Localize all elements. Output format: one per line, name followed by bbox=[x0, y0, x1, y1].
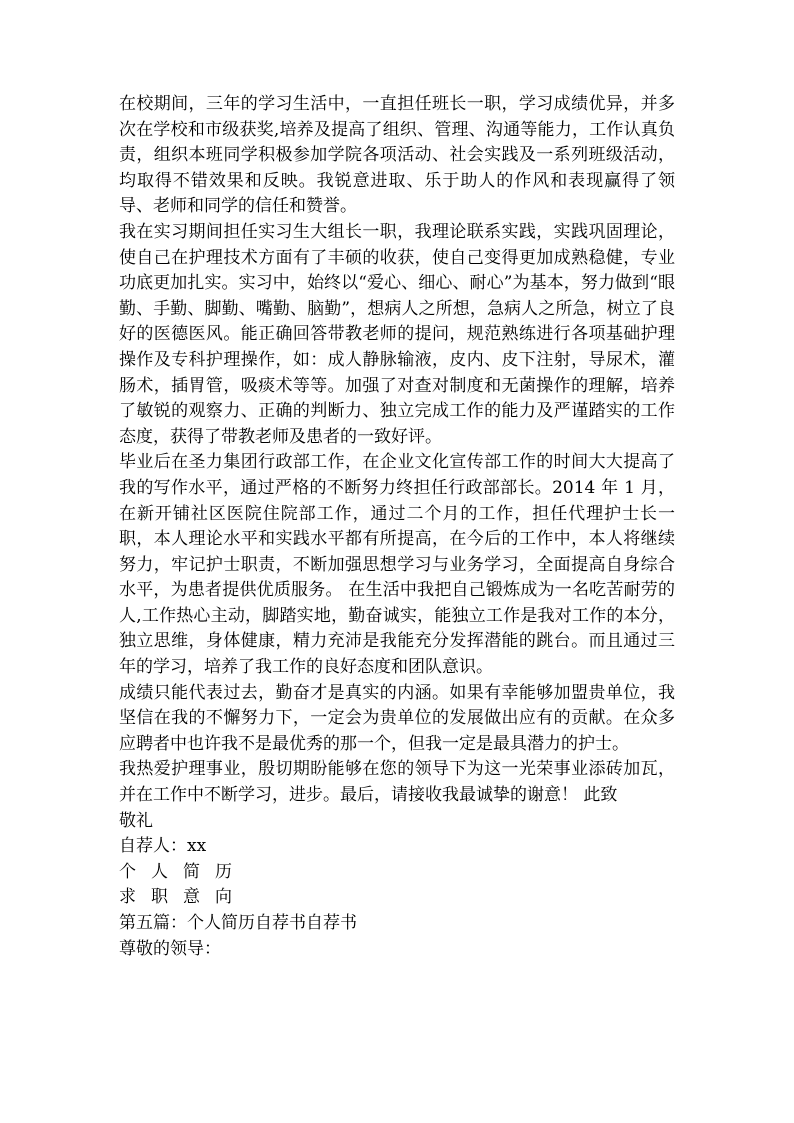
section-title: 第五篇：个人简历自荐书自荐书 bbox=[119, 913, 357, 933]
paragraph-closing-wish: 我热爱护理事业，殷切期盼能够在您的领导下为这一光荣事业添砖加瓦，并在工作中不断学习，进步。最后，请接收我最诚挚的谢意！ 此致 bbox=[119, 759, 675, 806]
paragraph-internship: 我在实习期间担任实习生大组长一职，我理论联系实践，实践巩固理论，使自己在护理技术方面有了丰硕的收获，使自己变得更加成熟稳健，专业功底更加扎实。实习中，始终以“爱心、细心、耐心”为基本，努力做到“眼勤、手勤、脚勤、嘴勤、脑勤”，想病人之所想，急病人之所急，树立了良好的医德医风。能正确回答带教老师的提问，规范熟练进行各项基础护理操作及专科护理操作，如：成人静脉输液，皮内、皮下注射，导尿术，灌肠术，插胃管，吸痰术等等。加强了对查对制度和无菌操作的理解，培养了敏锐的观察力、正确的判断力、独立完成工作的能力及严谨踏实的工作态度，获得了带教老师及患者的一致好评。 bbox=[119, 221, 675, 447]
paragraph-work: 毕业后在圣力集团行政部工作，在企业文化宣传部工作的时间大大提高了我的写作水平，通过严格的不断努力终担任行政部部长。2014 年 1 月，在新开铺社区医院住院部工作，通过二个月的工作，担任代理护士长一职，本人理论水平和实践水平都有所提高，在今后的工作中，本人将继续努力，牢记护士职责，不断加强思想学习与业务学习，全面提高自身综合水平，为患者提供优质服务。 在生活中我把自己锻炼成为一名吃苦耐劳的人,工作热心主动，脚踏实地，勤奋诚实，能独立工作是我对工作的本分，独立思维，身体健康，精力充沛是我能充分发挥潜能的跳台。而且通过三年的学习，培养了我工作的良好态度和团队意识。 bbox=[119, 452, 675, 678]
signature: 自荐人：xx bbox=[119, 836, 207, 857]
paragraph-school: 在校期间，三年的学习生活中，一直担任班长一职，学习成绩优异，并多次在学校和市级获奖,培养及提高了组织、管理、沟通等能力，工作认真负责，组织本班同学积极参加学院各项活动、社会实践及一系列班级活动，均取得不错效果和反映。我锐意进取、乐于助人的作风和表现赢得了领导、老师和同学的信任和赞誉。 bbox=[119, 94, 675, 217]
salutation: 尊敬的领导： bbox=[119, 938, 221, 959]
document-page bbox=[119, 92, 675, 962]
closing-salute: 敬礼 bbox=[119, 810, 153, 831]
resume-heading: 个人简历 bbox=[119, 861, 247, 882]
objective-heading: 求职意向 bbox=[119, 887, 247, 908]
paragraph-potential: 成绩只能代表过去，勤奋才是真实的内涵。如果有幸能够加盟贵单位，我坚信在我的不懈努力下，一定会为贵单位的发展做出应有的贡献。在众多应聘者中也许我不是最优秀的那一个，但我一定是最具潜力的护士。 bbox=[119, 682, 675, 754]
